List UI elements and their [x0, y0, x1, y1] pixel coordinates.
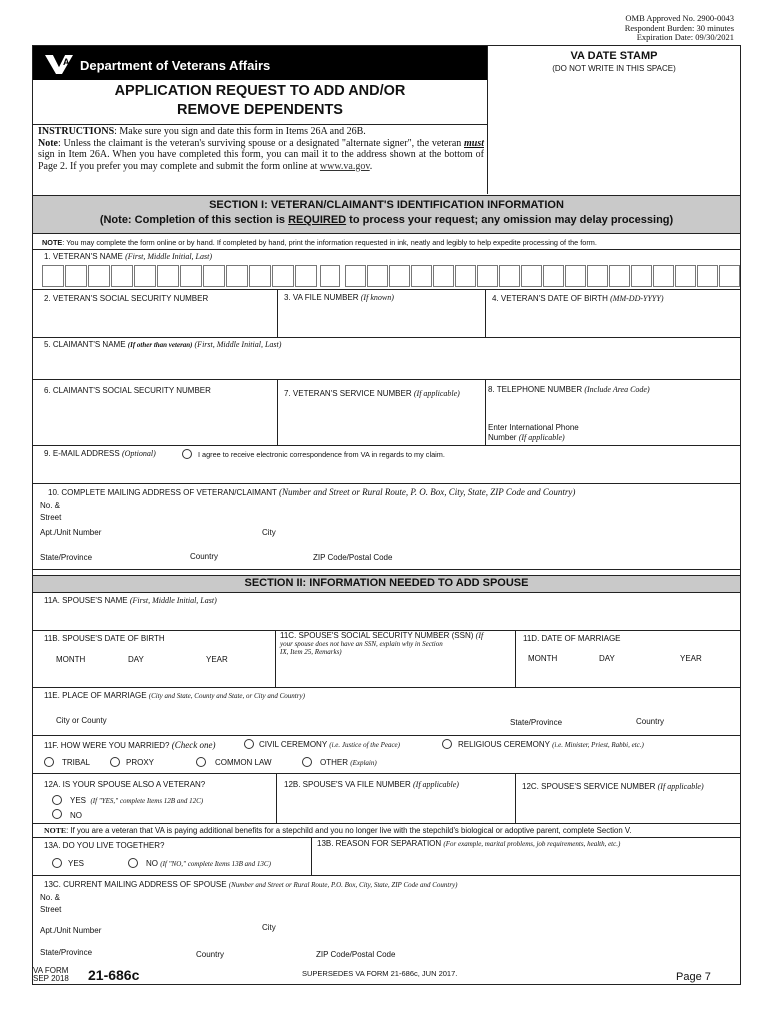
row-line	[32, 289, 741, 290]
live-together-no-radio[interactable]	[128, 858, 138, 868]
intl-line2: Number	[488, 433, 519, 442]
f11f-text: 11F. HOW WERE YOU MARRIED?	[44, 741, 172, 750]
veteran-last-name-box[interactable]	[675, 265, 696, 287]
spouse-state-label: State/Province	[40, 948, 93, 957]
field7-label	[284, 389, 460, 398]
field1-label	[44, 252, 212, 261]
f11a-hint: (First, Middle Initial, Last)	[129, 596, 217, 605]
omb-number: OMB Approved No. 2900-0043	[625, 13, 734, 23]
field13b-label	[317, 839, 620, 848]
city-label: City	[262, 528, 276, 537]
f11c-hint3: IX, Item 25, Remarks)	[280, 648, 342, 656]
proxy-label: PROXY	[126, 758, 155, 767]
f5-hint2: (First, Middle Initial, Last)	[192, 340, 282, 349]
col-line	[277, 379, 278, 445]
veteran-last-name-box[interactable]	[631, 265, 652, 287]
col-line	[485, 379, 486, 445]
civil-hint: (i.e. Justice of the Peace)	[329, 741, 400, 749]
section1-note-post: to process your request; any omission may delay processing)	[346, 214, 674, 226]
veteran-last-name-box[interactable]	[389, 265, 410, 287]
tribal-radio[interactable]	[44, 757, 54, 767]
state-label: State/Province	[40, 553, 93, 562]
veteran-last-name-box[interactable]	[367, 265, 388, 287]
omb-block	[625, 14, 734, 43]
f3-text: 3. VA FILE NUMBER	[284, 293, 361, 302]
col-line	[276, 773, 277, 823]
no-label: No. &	[40, 501, 61, 510]
footer-date: SEP 2018	[33, 974, 69, 983]
note-label: Note	[38, 137, 58, 149]
spouse-veteran-no-label: NO	[70, 811, 82, 820]
proxy-radio[interactable]	[110, 757, 120, 767]
section1-title: SECTION I: VETERAN/CLAIMANT'S IDENTIFICATION INFORMATION	[209, 199, 564, 211]
field12b-label	[284, 780, 459, 789]
f12c-text: 12C. SPOUSE'S SERVICE NUMBER	[522, 782, 658, 791]
common-law-radio[interactable]	[196, 757, 206, 767]
instructions-text2: : Unless the claimant is the veteran's surviving spouse or a designated "alternate signer", the veteran	[58, 137, 464, 149]
veteran-last-name-box[interactable]	[565, 265, 586, 287]
apt-label: Apt./Unit Number	[40, 528, 102, 537]
spouse-street-text: Street	[40, 905, 62, 914]
country-label: Country	[190, 552, 219, 561]
spouse-veteran-yes-label	[70, 796, 203, 805]
instructions-period: .	[369, 160, 373, 172]
f11c-hint1: (If	[475, 631, 484, 640]
footer-supersedes: SUPERSEDES VA FORM 21-686c, JUN 2017.	[302, 969, 458, 978]
field13c-label	[44, 880, 458, 889]
religious-ceremony-label	[458, 740, 644, 749]
section2-header	[33, 575, 740, 592]
col-line	[515, 773, 516, 823]
field4-label	[492, 294, 663, 303]
email-consent-label: I agree to receive electronic correspondence from VA in regards to my claim.	[198, 450, 445, 459]
veteran-last-name-box[interactable]	[455, 265, 476, 287]
street-label: Street	[40, 513, 62, 522]
other-radio[interactable]	[302, 757, 312, 767]
f11e-hint: (City and State, County and State, or City and Country)	[148, 692, 305, 700]
section1-top-line	[32, 195, 741, 196]
intl-phone-label	[488, 423, 579, 443]
section1-note-required: REQUIRED	[288, 214, 347, 226]
other-hint: (Explain)	[350, 759, 377, 767]
other-text: OTHER	[320, 758, 351, 767]
f11a-text: 11A. SPOUSE'S NAME	[44, 596, 130, 605]
spouse-veteran-no-radio[interactable]	[52, 809, 62, 819]
col-line	[311, 837, 312, 875]
instructions	[38, 126, 484, 172]
veteran-last-name-box[interactable]	[433, 265, 454, 287]
field3-label	[284, 293, 394, 302]
f1-text: 1. VETERAN'S NAME	[44, 252, 126, 261]
civil-ceremony-radio[interactable]	[244, 739, 254, 749]
col-line	[277, 289, 278, 337]
row-line	[32, 483, 741, 484]
form-title-line2: REMOVE DEPENDENTS	[177, 102, 343, 118]
field6-label: 6. CLAIMANT'S SOCIAL SECURITY NUMBER	[44, 386, 211, 395]
intl-line1: Enter International Phone	[488, 423, 579, 432]
f7-hint: (If applicable)	[413, 389, 460, 398]
f4-hint: (MM-DD-YYYY)	[610, 294, 664, 303]
no13-text: NO	[146, 859, 161, 868]
marriage-month-label: MONTH	[528, 654, 558, 663]
veteran-last-name-box[interactable]	[521, 265, 542, 287]
f7-text: 7. VETERAN'S SERVICE NUMBER	[284, 389, 414, 398]
veteran-first-name-box[interactable]	[203, 265, 225, 287]
section2-note-label: NOTE	[44, 826, 67, 835]
veteran-last-name-box[interactable]	[609, 265, 630, 287]
f1-hint: (First, Middle Initial, Last)	[125, 252, 212, 261]
field12a-label: 12A. IS YOUR SPOUSE ALSO A VETERAN?	[44, 780, 206, 789]
dob-month-label: MONTH	[56, 655, 86, 664]
yes12-hint: (If "YES," complete Items 12B and 12C)	[90, 797, 204, 805]
veteran-first-name-box[interactable]	[249, 265, 271, 287]
veteran-last-name-box[interactable]	[499, 265, 520, 287]
f13b-hint: (For example, marital problems, job requirements, health, etc.)	[443, 840, 621, 848]
col-line	[485, 289, 486, 337]
form-title	[33, 82, 487, 120]
footer-form-id	[33, 967, 69, 983]
spouse-street-label	[40, 892, 61, 916]
veteran-last-name-box[interactable]	[587, 265, 608, 287]
section1-note	[33, 213, 740, 228]
col-line	[515, 630, 516, 687]
row-line	[32, 445, 741, 446]
row-line	[32, 875, 741, 876]
intl-hint: (If applicable)	[518, 433, 565, 442]
instructions-text3: sign in Item 26A. When you have completed this form, you can mail it to the address shown at the bottom of Page 2. If you prefer you may complete and submit the form online at	[38, 149, 484, 172]
row-line	[32, 735, 741, 736]
instructions-text1: : Make sure you sign and date this form in Items 26A and 26B.	[114, 126, 366, 137]
live-together-no-label	[146, 859, 271, 868]
veteran-first-name-box[interactable]	[295, 265, 317, 287]
f13c-hint: (Number and Street or Rural Route, P.O. Box, City, State, ZIP Code and Country)	[228, 881, 458, 889]
va-gov-link[interactable]: www.va.gov	[319, 160, 370, 172]
footer-va-form: VA FORM	[33, 966, 69, 975]
live-together-yes-radio[interactable]	[52, 858, 62, 868]
civil-ceremony-label	[259, 740, 400, 749]
field5-label	[44, 340, 281, 349]
common-law-label: COMMON LAW	[215, 758, 272, 767]
row-line	[32, 379, 741, 380]
must-emphasis: must	[463, 137, 484, 149]
section1-header	[33, 195, 740, 233]
f8-hint: (Include Area Code)	[584, 385, 650, 394]
instructions-label: INSTRUCTIONS	[38, 126, 115, 137]
section2-title: SECTION II: INFORMATION NEEDED TO ADD SPOUSE	[244, 577, 529, 589]
veteran-last-name-box[interactable]	[411, 265, 432, 287]
omb-burden: Respondent Burden: 30 minutes	[624, 22, 734, 33]
field11c-label	[280, 632, 483, 656]
veteran-first-name-box[interactable]	[111, 265, 133, 287]
veteran-first-name-box[interactable]	[42, 265, 64, 287]
veteran-last-name-box[interactable]	[719, 265, 740, 287]
col-line	[275, 630, 276, 687]
row-line	[32, 687, 741, 688]
section2-note-text: : If you are a veteran that VA is paying additional benefits for a stepchild and you no longer live with the stepchild's biological or adoptive parent, complete Section V.	[66, 826, 632, 835]
zip-label: ZIP Code/Postal Code	[313, 553, 393, 562]
field11a-label	[44, 596, 217, 605]
field2-label: 2. VETERAN'S SOCIAL SECURITY NUMBER	[44, 294, 209, 303]
veteran-first-name-box[interactable]	[180, 265, 202, 287]
f10-text: 10. COMPLETE MAILING ADDRESS OF VETERAN/CLAIMANT	[48, 488, 280, 497]
omb-expiration: Expiration Date: 09/30/2021	[636, 32, 734, 42]
f11e-text: 11E. PLACE OF MARRIAGE	[44, 691, 149, 700]
field11f-label	[44, 740, 215, 750]
veteran-first-name-box[interactable]	[134, 265, 156, 287]
field11d-label: 11D. DATE OF MARRIAGE	[523, 634, 621, 643]
marriage-country-label: Country	[636, 717, 665, 726]
veteran-last-name-box[interactable]	[345, 265, 366, 287]
spouse-apt-label: Apt./Unit Number	[40, 926, 102, 935]
f12b-hint: (If applicable)	[412, 780, 459, 789]
spouse-veteran-yes-radio[interactable]	[52, 795, 62, 805]
veteran-first-name-box[interactable]	[88, 265, 110, 287]
veteran-first-name-box[interactable]	[65, 265, 87, 287]
spouse-no-label: No. &	[40, 893, 61, 902]
spouse-zip-label: ZIP Code/Postal Code	[316, 950, 396, 959]
tribal-label: TRIBAL	[62, 758, 91, 767]
va-date-stamp-note: (DO NOT WRITE IN THIS SPACE)	[552, 64, 676, 73]
f12b-text: 12B. SPOUSE'S VA FILE NUMBER	[284, 780, 413, 789]
section2-bottom-line	[32, 592, 741, 593]
f11c-hint2: your spouse does not have an SSN, explain why in Section	[280, 640, 443, 648]
address-street-label	[40, 500, 61, 524]
field11e-label	[44, 691, 305, 700]
f3-hint: (If known)	[360, 293, 394, 302]
field11b-label: 11B. SPOUSE'S DATE OF BIRTH	[44, 634, 165, 643]
row-line	[32, 249, 741, 250]
religious-hint: (i.e. Minister, Priest, Rabbi, etc.)	[552, 741, 644, 749]
spouse-city-label: City	[262, 923, 276, 932]
row-line	[32, 569, 741, 570]
veteran-first-name-box[interactable]	[226, 265, 248, 287]
f5-text: 5. CLAIMANT'S NAME	[44, 340, 128, 349]
title-divider	[32, 124, 487, 125]
field12c-label	[522, 782, 704, 791]
f5-hint1: (If other than veteran)	[127, 341, 193, 349]
row-line	[32, 823, 741, 824]
email-consent-radio[interactable]	[182, 449, 192, 459]
f10-hint: (Number and Street or Rural Route, P. O. Box, City, State, ZIP Code and Country)	[279, 487, 576, 497]
veteran-first-name-box[interactable]	[272, 265, 294, 287]
field13a-label: 13A. DO YOU LIVE TOGETHER?	[44, 841, 165, 850]
f12c-hint: (If applicable)	[657, 782, 704, 791]
general-note-text: : You may complete the form online or by hand. If completed by hand, print the information requested in ink, neatly and legibly to help expedite processing of the form.	[62, 238, 597, 247]
marriage-year-label: YEAR	[680, 654, 702, 663]
field10-label	[48, 487, 575, 497]
f9-text: 9. E-MAIL ADDRESS	[44, 449, 122, 458]
section2-note	[44, 826, 632, 835]
city-county-label: City or County	[56, 716, 107, 725]
f9-hint: (Optional)	[121, 449, 156, 458]
va-seal-icon	[44, 53, 74, 75]
veteran-last-name-box[interactable]	[653, 265, 674, 287]
row-line	[32, 837, 741, 838]
field9-label	[44, 449, 156, 458]
live-together-yes-label: YES	[68, 859, 85, 868]
form-title-line1: APPLICATION REQUEST TO ADD AND/OR	[114, 83, 406, 99]
row-line	[32, 773, 741, 774]
marriage-day-label: DAY	[599, 654, 615, 663]
svg-text:A: A	[63, 57, 70, 67]
veteran-middle-initial-box[interactable]	[320, 265, 340, 287]
f13b-text: 13B. REASON FOR SEPARATION	[317, 839, 444, 848]
veteran-last-name-box[interactable]	[697, 265, 718, 287]
no13-hint: (If "NO," complete Items 13B and 13C)	[160, 860, 271, 868]
section2-top-line	[32, 575, 741, 576]
yes12-text: YES	[70, 796, 87, 805]
marriage-state-label: State/Province	[510, 718, 563, 727]
footer-form-number: 21-686c	[88, 967, 140, 983]
field8-label	[488, 385, 650, 394]
dob-year-label: YEAR	[206, 655, 228, 664]
religious-text: RELIGIOUS CEREMONY	[458, 740, 553, 749]
f11c-text: 11C. SPOUSE'S SOCIAL SECURITY NUMBER (SSN)	[280, 631, 476, 640]
spouse-country-label: Country	[196, 950, 225, 959]
dob-day-label: DAY	[128, 655, 144, 664]
f4-text: 4. VETERAN'S DATE OF BIRTH	[492, 294, 611, 303]
footer-page: Page 7	[676, 971, 711, 983]
row-line	[32, 337, 741, 338]
veteran-first-name-box[interactable]	[157, 265, 179, 287]
section1-note-pre: (Note: Completion of this section is	[99, 214, 289, 226]
section1-bottom-line	[32, 233, 741, 234]
religious-ceremony-radio[interactable]	[442, 739, 452, 749]
department-name: Department of Veterans Affairs	[80, 58, 271, 73]
f8-text: 8. TELEPHONE NUMBER	[488, 385, 585, 394]
other-label	[320, 758, 377, 767]
f11f-hint: (Check one)	[171, 740, 216, 750]
veteran-last-name-box[interactable]	[543, 265, 564, 287]
civil-text: CIVIL CEREMONY	[259, 740, 330, 749]
va-date-stamp-title: VA DATE STAMP	[570, 50, 658, 62]
section1-general-note	[42, 238, 597, 247]
veteran-last-name-box[interactable]	[477, 265, 498, 287]
general-note-label: NOTE	[42, 238, 63, 247]
f13c-text: 13C. CURRENT MAILING ADDRESS OF SPOUSE	[44, 880, 229, 889]
